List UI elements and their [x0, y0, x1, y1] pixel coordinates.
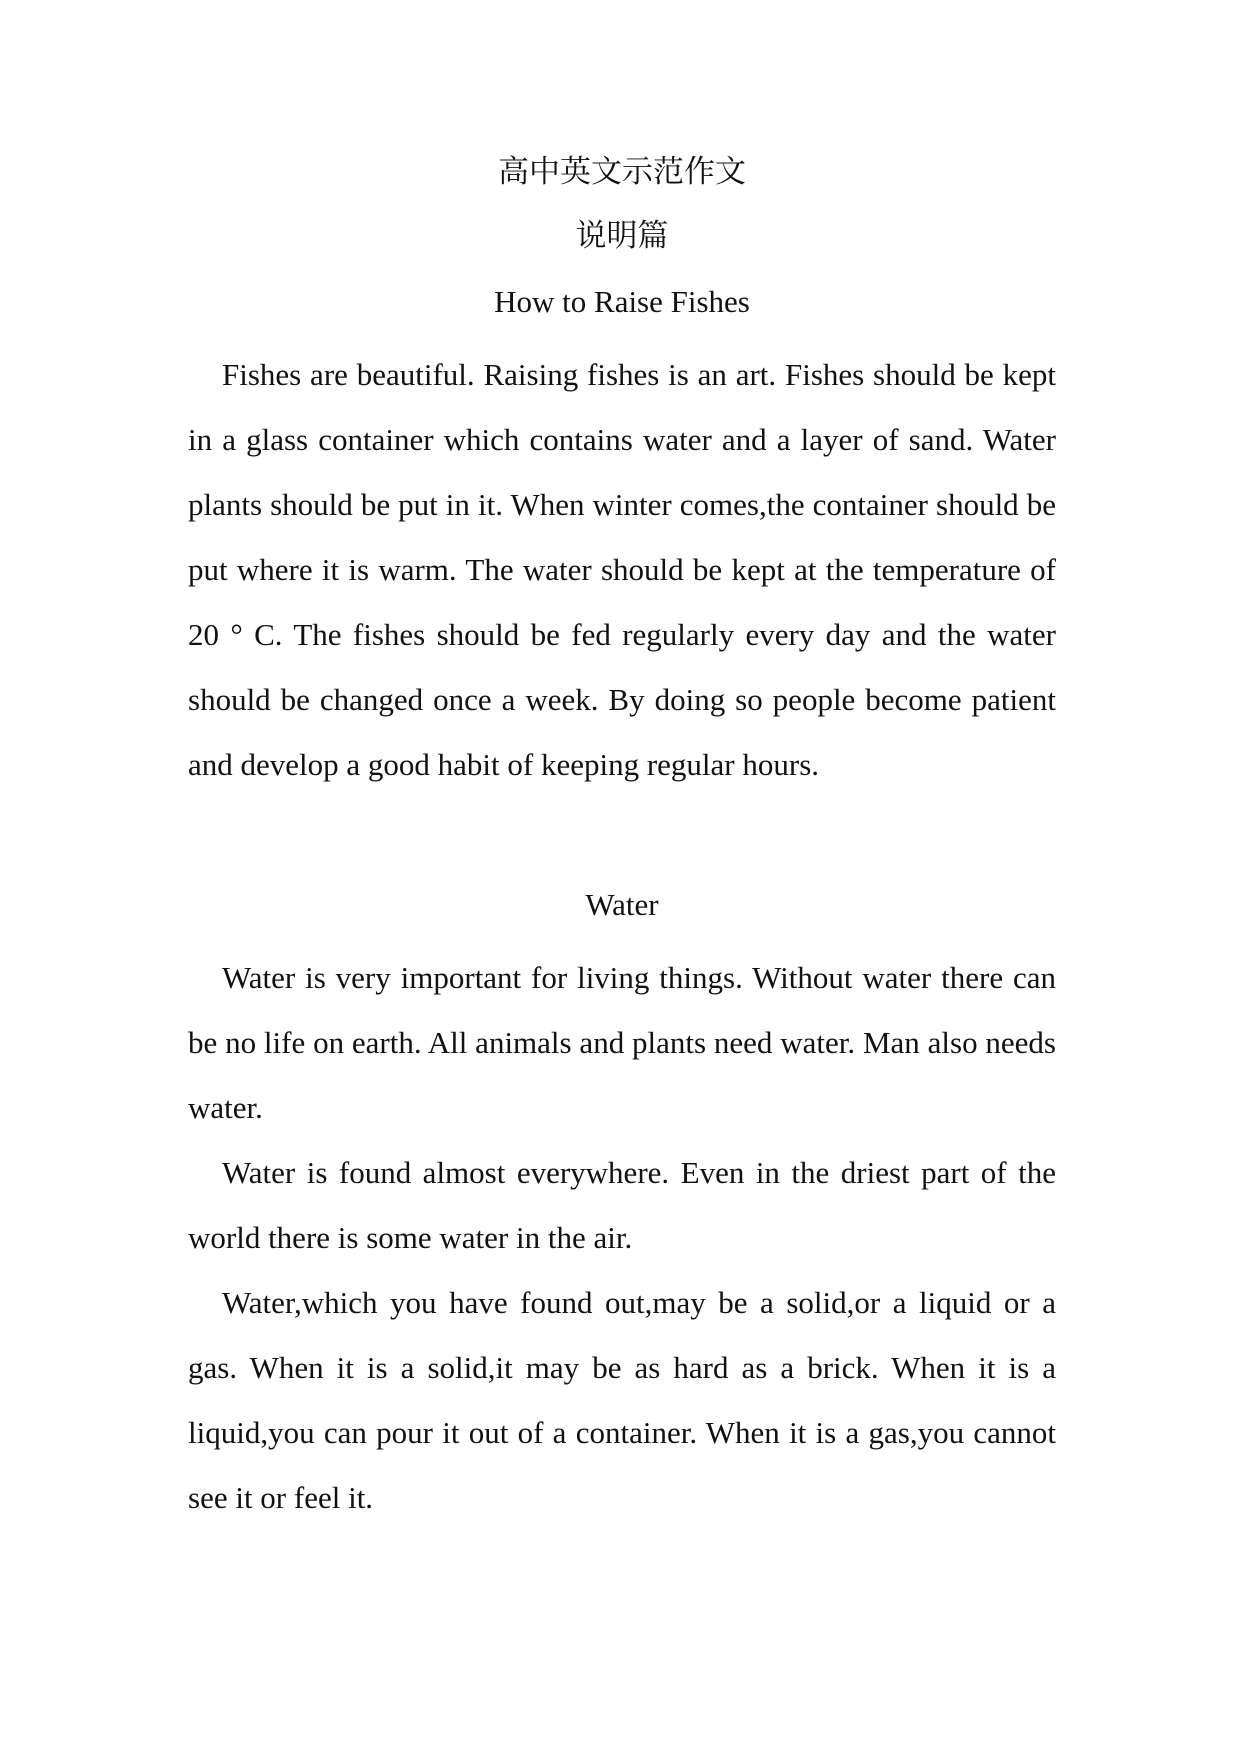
essay-paragraph: Fishes are beautiful. Raising fishes is an art. Fishes should be kept in a glass container which contains water and a layer of sand. Water plants should be put in it. When winter comes,the container should be put where it is warm. The water should be kept at the temperature of 20 ° C. The fishes should be fed regularly every day and the water should be changed once a week. By doing so people become patient and develop a good habit of keeping regular hours. [188, 357, 1056, 782]
document-title: 高中英文示范作文 [498, 154, 746, 189]
document-subtitle: 说明篇 [575, 218, 669, 253]
essay-title: How to Raise Fishes [494, 284, 750, 319]
document-page [188, 152, 1056, 1530]
essay-paragraph: Water,which you have found out,may be a solid,or a liquid or a gas. When it is a solid,it may be as hard as a brick. When it is a liquid,you can pour it out of a container. When it is a gas,you cannot see it or feel it. [188, 1285, 1056, 1515]
essay-title: Water [585, 887, 659, 922]
essay-paragraph: Water is found almost everywhere. Even in the driest part of the world there is some water in the air. [188, 1155, 1056, 1255]
section-spacer [188, 797, 1056, 885]
essay-raise-fishes [188, 282, 1056, 797]
essay-paragraph: Water is very important for living things. Without water there can be no life on earth. All animals and plants need water. Man also needs water. [188, 960, 1056, 1125]
essay-water [188, 885, 1056, 1530]
